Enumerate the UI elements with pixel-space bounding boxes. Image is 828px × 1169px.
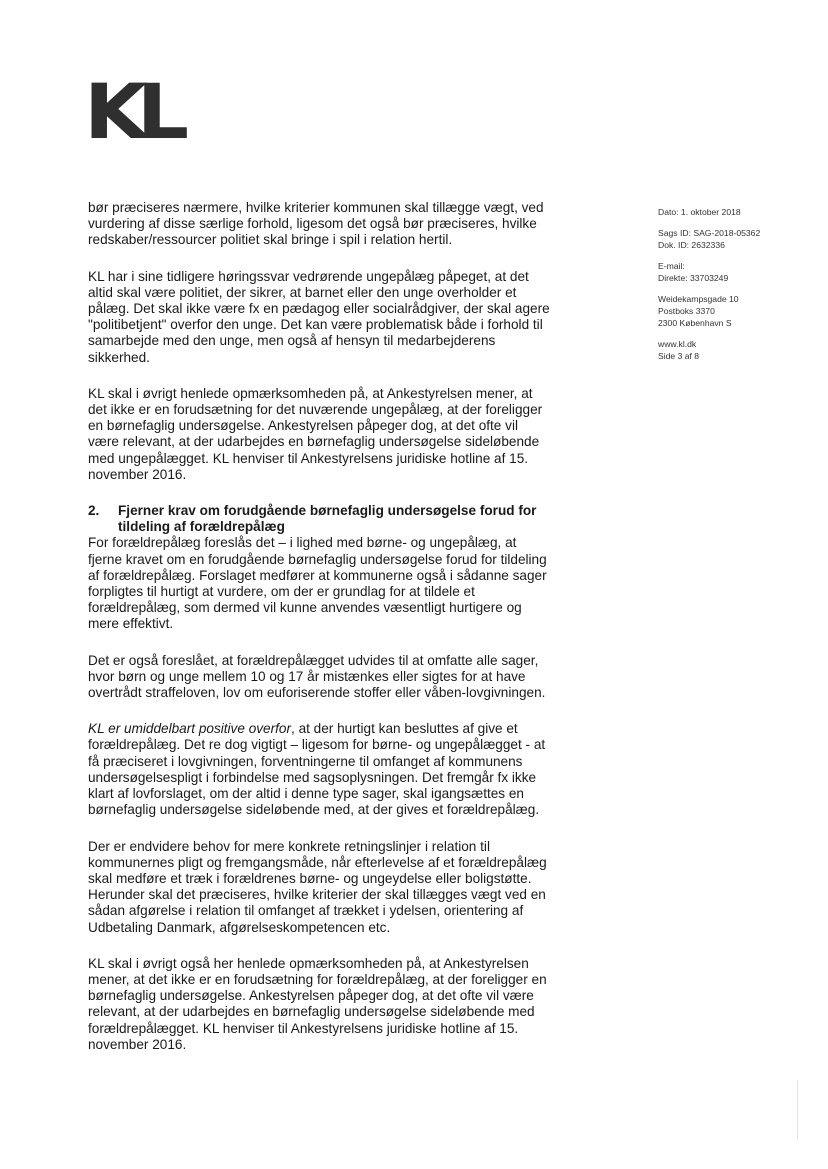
paragraph-6 [88,721,550,818]
paragraph-7: Der er endvidere behov for mere konkrete retningslinjer i relation til kommunernes pligt og fremgangsmåde, når efterlevelse af et forældrepålæg skal medføre et træk i forældrenes børne- og ungeydelse eller boligstøtte. Herunder skal det præciseres, hvilke kriterier der skal tillægges vægt ved en sådan afgørelse i relation til omfanget af trækket i ydelsen, orientering af Udbetaling Danmark, afgørelseskompetencen etc. [88,838,547,935]
document-metadata [658,206,823,371]
meta-address-city: 2300 København S [658,318,732,328]
paragraph-8: KL skal i øvrigt også her henlede opmærksomheden på, at Ankestyrelsen mener, at det ikke er en forudsætning for forældrepålæg, at der foreligger en børnefaglig undersøgelse. Ankestyrelsen påpeger dog, at det ofte vil være relevant, at der udarbejdes en børnefaglig undersøgelse sideløbende med forældrepålægget. KL henviser til Ankestyrelsens juridiske hotline af 15. november 2016. [88,955,547,1052]
meta-date: Dato: 1. oktober 2018 [658,207,741,217]
paragraph-6-text: , at der hurtigt kan besluttes af give et forældrepålæg. Det re dog vigtigt – ligesom for børne- og ungepålægget - at få præciseret i lovgivningen, forventningerne til omfanget af kommunens undersøgelsespligt i forbindelse med sagsoplysningen. Det fremgår fx ikke klart af lovforslaget, om der altid i denne type sager, skal igangsættes en børnefaglig undersøgelse sideløbende med, at der gives et forældrepålæg. [88,721,546,818]
meta-address-street: Weidekampsgade 10 [658,294,739,304]
scan-edge-line [797,1080,798,1140]
paragraph-3: KL skal i øvrigt henlede opmærksomheden på, at Ankestyrelsen mener, at det ikke er en forudsætning for det nuværende ungepålæg, at der foreligger en børnefaglig undersøgelse. Ankestyrelsen påpeger dog, at det ofte vil være relevant, at der udarbejdes en børnefaglig undersøgelse sideløbende med ungepålægget. KL henviser til Ankestyrelsens juridiske hotline af 15. november 2016. [88,385,543,482]
section-title: Fjerner krav om forudgående børnefaglig undersøgelse forud for tildeling af forældrepålæg [118,503,537,535]
meta-address-postbox: Postboks 3370 [658,306,715,316]
meta-page-number: Side 3 af 8 [658,351,700,361]
paragraph-4: For forældrepålæg foreslås det – i lighed med børne- og ungepålæg, at fjerne kravet om en forudgående børnefaglig undersøgelse forud for tildeling af forældrepålæg. Forslaget medfører at kommunerne også i sådanne sager forpligtes til hurtigt at vurdere, om der er grundlag for at tildele et forældrepålæg, som dermed vil kunne anvendes væsentligt hurtigere og mere effektivt. [88,535,547,632]
kl-logo: KL [84,67,179,156]
paragraph-5: Det er også foreslået, at forældrepålægget udvides til at omfatte alle sager, hvor børn og unge mellem 10 og 17 år mistænkes eller sigtes for at have overtrådt straffeloven, lov om euforiserende stoffer eller våben-lovgivningen. [88,652,546,701]
meta-dok-id: Dok. ID: 2632336 [658,240,725,250]
section-heading [88,503,550,535]
meta-email: E-mail: [658,261,685,271]
meta-sags-id: Sags ID: SAG-2018-05362 [658,228,761,238]
document-body [88,200,550,1073]
paragraph-6-emphasis: KL er umiddelbart positive overfor [88,721,292,737]
section-number: 2. [88,503,100,519]
meta-website: www.kl.dk [658,339,697,349]
meta-direkte: Direkte: 33703249 [658,273,729,283]
paragraph-1: bør præciseres nærmere, hvilke kriterier kommunen skal tillægge vægt, ved vurdering af disse særlige forhold, ligesom det også bør præciseres, hvilke redskaber/ressourcer politiet skal bringe i spil i relation hertil. [88,200,544,248]
paragraph-2: KL har i sine tidligere høringssvar vedrørende ungepålæg påpeget, at det altid skal være politiet, der sikrer, at barnet eller den unge overholder et pålæg. Det skal ikke være fx en pædagog eller socialrådgiver, der skal agere "politibetjent" overfor den unge. Det kan være problematisk både i forhold til samarbejde med den unge, men også af hensyn til medarbejderens sikkerhed. [88,268,550,365]
